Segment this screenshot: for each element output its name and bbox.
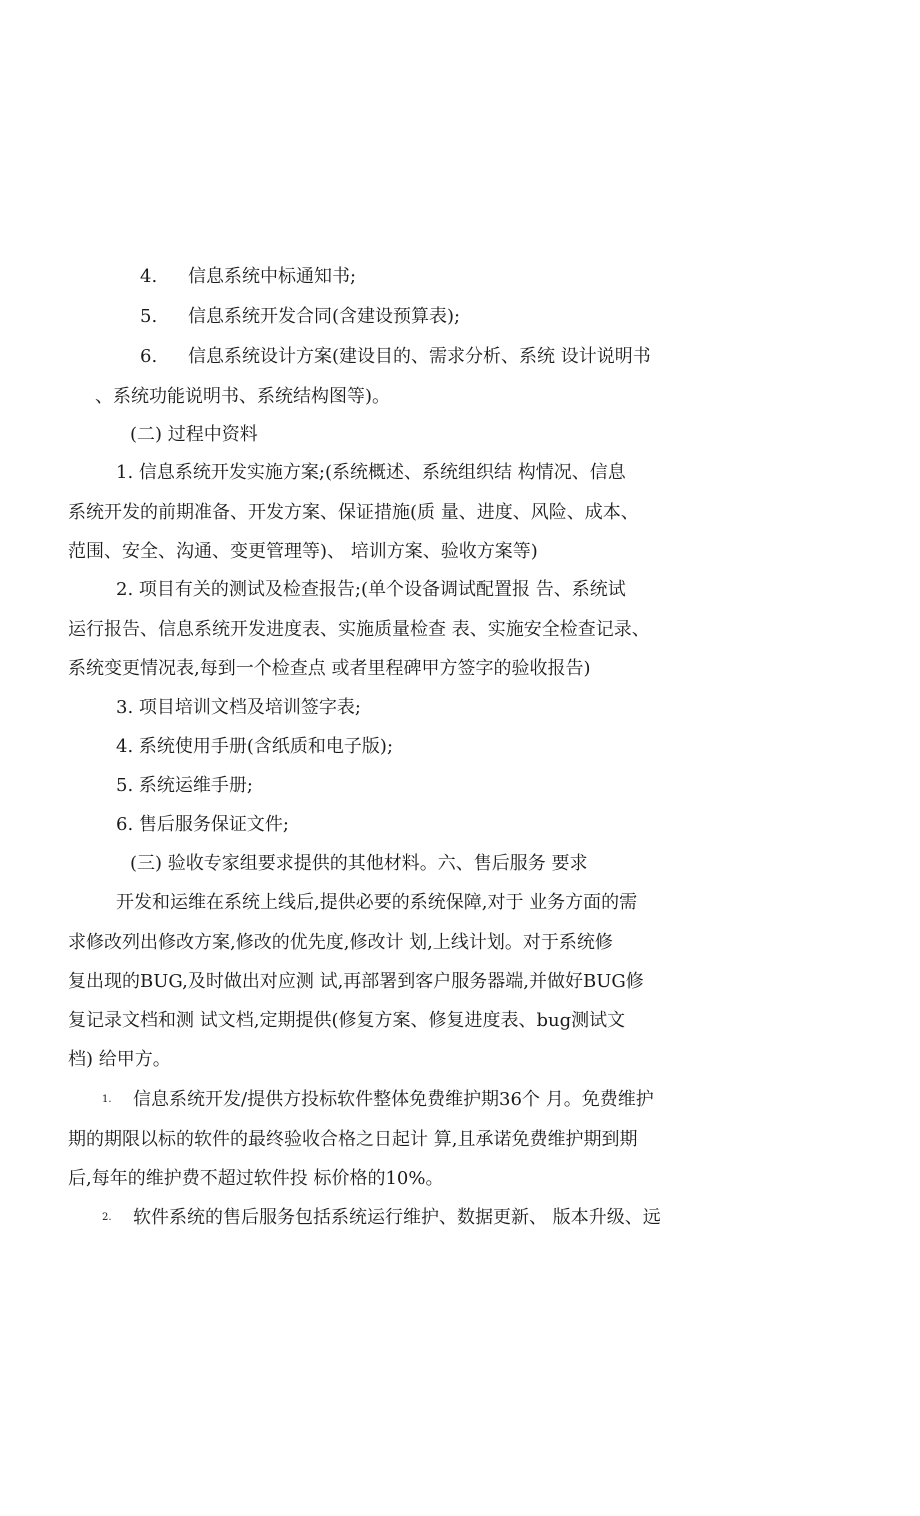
- text-line: 档) 给甲方。: [68, 1049, 171, 1070]
- item-number: 2.: [102, 1212, 112, 1223]
- text-line: 复出现的BUG,及时做出对应测 试,再部署到客户服务器端,并做好BUG修: [68, 971, 644, 992]
- text-line: 期的期限以标的软件的最终验收合格之日起计 算,且承诺免费维护期到期: [68, 1129, 638, 1150]
- text-line: 范围、安全、沟通、变更管理等)、 培训方案、验收方案等): [68, 541, 538, 562]
- item-number: 6.: [140, 346, 158, 367]
- list-item: [0, 297, 920, 336]
- text-line: 1. 信息系统开发实施方案;(系统概述、系统组织结 构情况、信息: [116, 462, 626, 483]
- list-item: 2. 软件系统的售后服务包括系统运行维护、数据更新、 版本升级、远: [0, 1198, 920, 1237]
- text-line: 系统变更情况表,每到一个检查点 或者里程碑甲方签字的验收报告): [68, 658, 591, 679]
- text-line: 开发和运维在系统上线后,提供必要的系统保障,对于 业务方面的需: [116, 892, 638, 913]
- item-number: 5.: [140, 306, 158, 327]
- list-item: 6. 售后服务保证文件;: [116, 814, 289, 835]
- list-item: 1. 信息系统开发/提供方投标软件整体免费维护期36个 月。免费维护: [0, 1080, 920, 1119]
- text-line: 后,每年的维护费不超过软件投 标价格的10%。: [68, 1168, 444, 1189]
- item-text: 信息系统开发合同(含建设预算表);: [188, 306, 461, 327]
- section-heading: (三) 验收专家组要求提供的其他材料。六、售后服务 要求: [130, 853, 588, 874]
- text-line: 复记录文档和测 试文档,定期提供(修复方案、修复进度表、bug测试文: [68, 1010, 626, 1031]
- list-item: [0, 337, 920, 376]
- item-text: 信息系统中标通知书;: [188, 266, 357, 287]
- list-item: 3. 项目培训文档及培训签字表;: [116, 697, 361, 718]
- item-text: 信息系统设计方案(建设目的、需求分析、系统 设计说明书: [188, 346, 651, 367]
- list-item: 4. 系统使用手册(含纸质和电子版);: [116, 736, 394, 757]
- item-number: 4.: [140, 266, 158, 287]
- section-heading: (二) 过程中资料: [130, 424, 258, 445]
- list-item: 5. 系统运维手册;: [116, 775, 253, 796]
- text-line: 系统开发的前期准备、开发方案、保证措施(质 量、进度、风险、成本、: [68, 502, 639, 523]
- text-line: [0, 377, 920, 416]
- text-line: 求修改列出修改方案,修改的优先度,修改计 划,上线计划。对于系统修: [68, 932, 613, 953]
- item-number: 1.: [102, 1094, 112, 1105]
- item-text-continued: 、系统功能说明书、系统结构图等)。: [95, 386, 391, 407]
- text-line: 2. 项目有关的测试及检查报告;(单个设备调试配置报 告、系统试: [116, 579, 626, 600]
- list-item: [0, 257, 920, 296]
- text-line: 运行报告、信息系统开发进度表、实施质量检查 表、实施安全检查记录、: [68, 619, 650, 640]
